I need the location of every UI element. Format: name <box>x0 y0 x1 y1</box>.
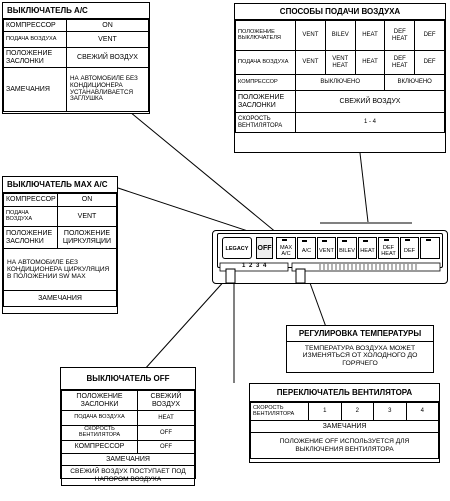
table-row <box>251 433 439 459</box>
off-fan-label: СКОРОСТЬ ВЕНТИЛЯТОРА <box>62 426 138 441</box>
heat-button[interactable]: HEAT <box>358 237 377 259</box>
air-modes-table <box>235 20 445 133</box>
ac-compressor-value: ON <box>67 20 149 32</box>
temp-slider-track <box>292 263 440 271</box>
table-row <box>62 466 195 486</box>
fan-speed-2: 2 <box>341 403 374 421</box>
table-row <box>4 207 117 227</box>
table-row <box>4 291 117 307</box>
fan-speed-4: 4 <box>406 403 439 421</box>
table-row <box>236 113 445 133</box>
led-icon <box>405 239 410 241</box>
compressor-on: ВКЛЮЧЕНО <box>385 75 445 91</box>
off-note-label: ЗАМЕЧАНИЯ <box>62 454 195 466</box>
led-icon <box>426 239 431 241</box>
fan-speed-1: 1 <box>309 403 342 421</box>
compressor-off: ВЫКЛЮЧЕНО <box>296 75 385 91</box>
off-compressor-value: OFF <box>138 441 195 454</box>
fan-speed-label: СКОРОСТЬ ВЕНТИЛЯТОРА <box>251 403 309 421</box>
off-switch-table <box>61 390 195 486</box>
table-row <box>236 91 445 113</box>
off-compressor-label: КОМПРЕССОР <box>62 441 138 454</box>
max-flap-label: ПОЛОЖЕНИЕ ЗАСЛОНКИ <box>4 227 58 249</box>
supply-vent: VENT <box>296 51 326 75</box>
temp-connector <box>310 283 326 327</box>
table-row <box>251 421 439 433</box>
table-row <box>4 48 149 68</box>
max-ac-button[interactable]: MAX A/C <box>276 237 296 259</box>
ac-note-text: НА АВТОМОБИЛЕ БЕЗ КОНДИЦИОНЕРА УСТАНАВЛИВАЕТСЯ ЗАГЛУШКА <box>67 68 149 112</box>
ac-flap-value: СВЕЖИЙ ВОЗДУХ <box>67 48 149 68</box>
max-supply-label: ПОДАЧА ВОЗДУХА <box>4 207 58 227</box>
fan-note-text: ПОЛОЖЕНИЕ OFF ИСПОЛЬЗУЕТСЯ ДЛЯ ВЫКЛЮЧЕНИЯ ВЕНТИЛЯТОРА <box>251 433 439 459</box>
modes-compressor-label: КОМПРЕССОР <box>236 75 296 91</box>
vent-button[interactable]: VENT <box>317 237 336 259</box>
off-flap-label: ПОЛОЖЕНИЕ ЗАСЛОНКИ <box>62 391 138 411</box>
def-button[interactable]: DEF <box>400 237 419 259</box>
modes-fan-value: 1 - 4 <box>296 113 445 133</box>
fan-switch-table <box>250 402 439 459</box>
off-supply-label: ПОДАЧА ВОЗДУХА <box>62 411 138 426</box>
ac-switch-box <box>2 2 150 114</box>
table-row <box>236 75 445 91</box>
off-note-text: СВЕЖИЙ ВОЗДУХ ПОСТУПАЕТ ПОД НАПОРОМ ВОЗДУХА <box>62 466 195 486</box>
fan-note-label: ЗАМЕЧАНИЯ <box>251 421 439 433</box>
off-fan-value: OFF <box>138 426 195 441</box>
modes-flap-value: СВЕЖИЙ ВОЗДУХ <box>296 91 445 113</box>
switch-heat: HEAT <box>355 21 385 51</box>
control-panel <box>212 230 448 286</box>
supply-def: DEF <box>415 51 445 75</box>
table-row <box>4 194 117 207</box>
off-button[interactable]: OFF <box>256 237 273 259</box>
ac-supply-value: VENT <box>67 32 149 48</box>
table-row <box>4 227 117 249</box>
off-connector <box>144 278 227 370</box>
table-row <box>236 51 445 75</box>
ac-compressor-label: КОМПРЕССОР <box>4 20 67 32</box>
max-compressor-label: КОМПРЕССОР <box>4 194 58 207</box>
max-ac-box <box>2 176 118 314</box>
table-row <box>236 21 445 51</box>
table-row <box>251 403 439 421</box>
temp-slider-knob <box>296 269 305 283</box>
indicator-leds <box>212 230 448 286</box>
led-icon <box>302 240 307 242</box>
supply-vent-heat: VENT HEAT <box>325 51 355 75</box>
off-switch-title: ВЫКЛЮЧАТЕЛЬ OFF <box>61 368 195 390</box>
max-supply-value: VENT <box>58 207 117 227</box>
legacy-logo: LEGACY <box>222 237 252 259</box>
ac-switch-table <box>3 19 149 112</box>
table-row <box>62 391 195 411</box>
off-flap-value: СВЕЖИЙ ВОЗДУХ <box>138 391 195 411</box>
def-heat-button[interactable]: DEF HEAT <box>378 237 399 259</box>
led-icon <box>322 240 327 242</box>
led-icon <box>282 239 287 241</box>
modes-fan-label: СКОРОСТЬ ВЕНТИЛЯТОРА <box>236 113 296 133</box>
supply-heat: HEAT <box>355 51 385 75</box>
table-row <box>62 411 195 426</box>
temp-box <box>286 325 434 373</box>
off-supply-value: HEAT <box>138 411 195 426</box>
switch-bilev: BILEV <box>325 21 355 51</box>
supply-def-heat: DEF HEAT <box>385 51 415 75</box>
air-modes-title: СПОСОБЫ ПОДАЧИ ВОЗДУХА <box>235 4 445 20</box>
switch-def-heat: DEF HEAT <box>385 21 415 51</box>
table-row <box>62 441 195 454</box>
bilev-button[interactable]: BILEV <box>337 237 357 259</box>
table-row <box>4 249 117 291</box>
led-icon <box>384 239 389 241</box>
switch-vent: VENT <box>296 21 326 51</box>
temp-text: ТЕМПЕРАТУРА ВОЗДУХА МОЖЕТ ИЗМЕНЯТЬСЯ ОТ ХОЛОДНОГО ДО ГОРЯЧЕГО <box>302 345 418 367</box>
table-row <box>62 454 195 466</box>
fan-switch-box <box>249 383 440 463</box>
max-flap-value: ПОЛОЖЕНИЕ ЦИРКУЛЯЦИИ <box>58 227 117 249</box>
max-ac-title: ВЫКЛЮЧАТЕЛЬ MAX A/C <box>3 177 117 193</box>
max-note-text: НА АВТОМОБИЛЕ БЕЗ КОНДИЦИОНЕРА ЦИРКУЛЯЦИЯ В ПОЛОЖЕНИИ SW MAX <box>4 249 117 291</box>
off-switch-box <box>60 367 196 483</box>
switch-position-label: ПОЛОЖЕНИЕ ВЫКЛЮЧАТЕЛЯ <box>236 21 296 51</box>
modes-flap-label: ПОЛОЖЕНИЕ ЗАСЛОНКИ <box>236 91 296 113</box>
max-compressor-value: ON <box>58 194 117 207</box>
air-modes-connector <box>360 153 368 222</box>
fan-speed-3: 3 <box>374 403 407 421</box>
table-row <box>62 426 195 441</box>
max-ac-table <box>3 193 117 307</box>
table-row <box>4 32 149 48</box>
ac-switch-title: ВЫКЛЮЧАТЕЛЬ A/C <box>3 3 149 19</box>
temp-title: РЕГУЛИРОВКА ТЕМПЕРАТУРЫ <box>287 326 433 342</box>
switch-def: DEF <box>415 21 445 51</box>
ac-note-label: ЗАМЕЧАНИЯ <box>4 68 67 112</box>
ac-button[interactable]: A/C <box>297 237 316 259</box>
table-row <box>4 20 149 32</box>
ac-supply-label: ПОДАЧА ВОЗДУХА <box>4 32 67 48</box>
fan-scale-label: 1 2 3 4 <box>242 263 268 269</box>
led-icon <box>342 240 347 242</box>
fan-slider-knob <box>226 269 235 283</box>
table-row <box>4 68 149 112</box>
fan-switch-title: ПЕРЕКЛЮЧАТЕЛЬ ВЕНТИЛЯТОРА <box>250 384 439 402</box>
supply-label: ПОДАЧА ВОЗДУХА <box>236 51 296 75</box>
max-note-label: ЗАМЕЧАНИЯ <box>4 291 117 307</box>
air-modes-box <box>234 3 446 153</box>
ac-flap-label: ПОЛОЖЕНИЕ ЗАСЛОНКИ <box>4 48 67 68</box>
led-icon <box>363 240 368 242</box>
